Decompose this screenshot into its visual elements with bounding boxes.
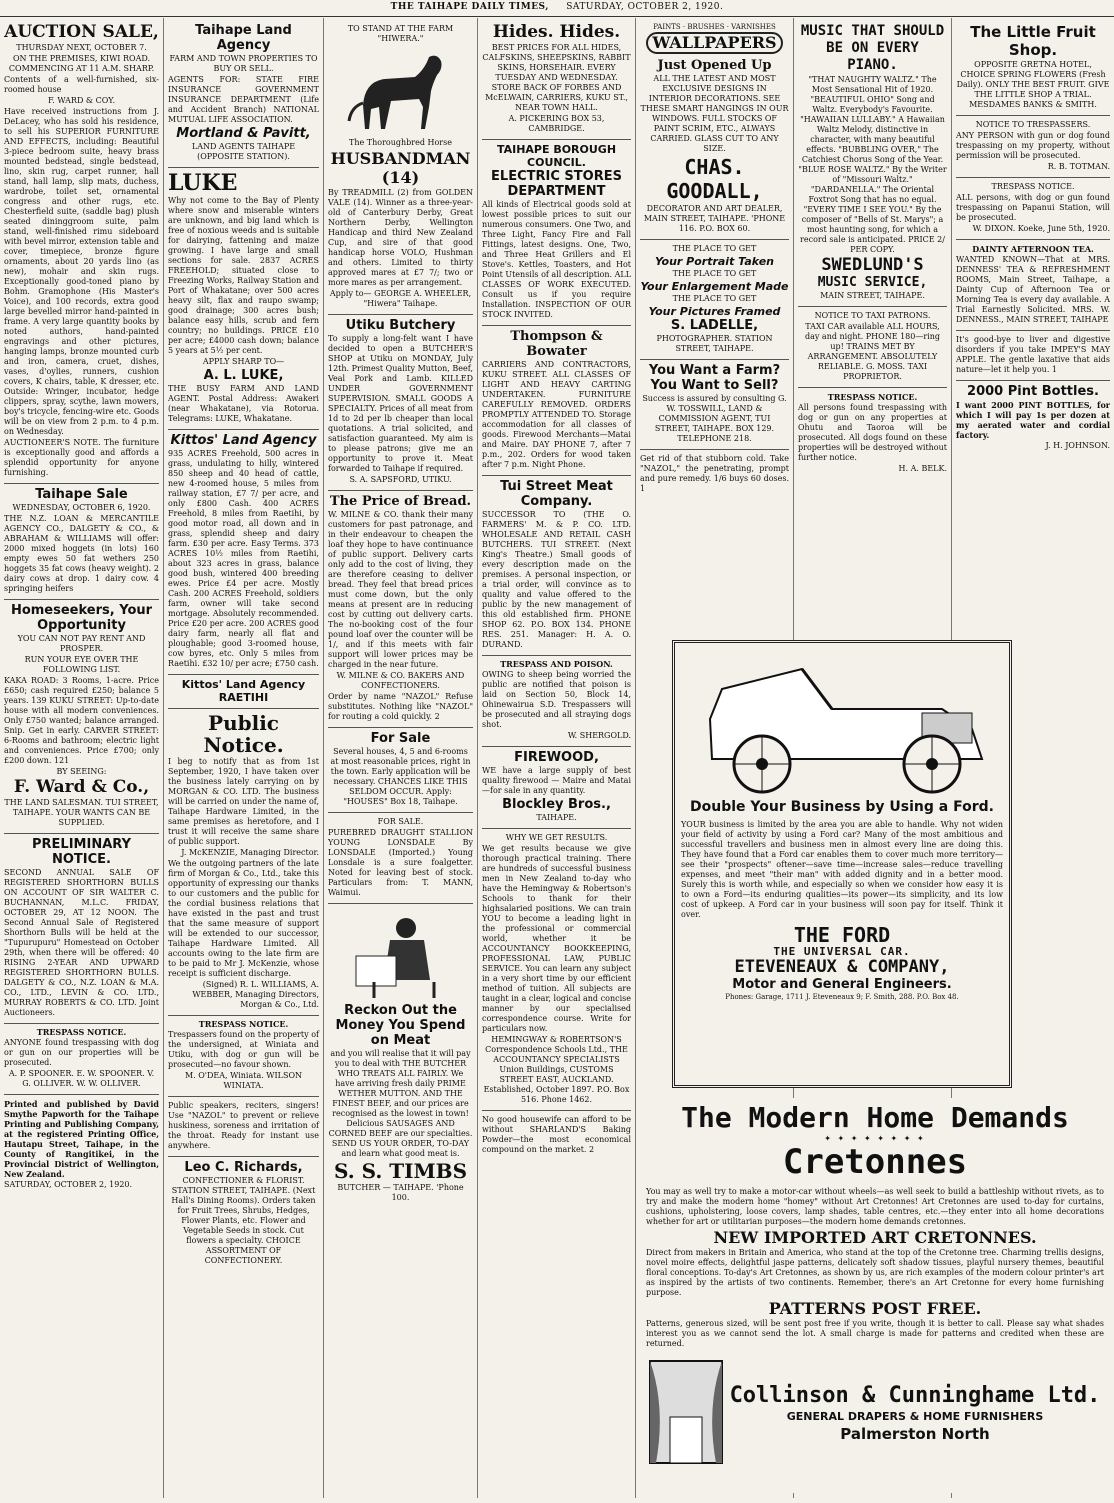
prelim-text: SECOND ANNUAL SALE OF REGISTERED SHORTHORN BULLS ON ACCOUNT OF SIR WALTER C. BUCHANNAN, M.L.C. FRIDAY, OCTOBER 29, AT 12 NOON. The Second Annual Sale of Registered Shorthorn Bulls will be held at the "Tupurupuru" Homestead on October 29th, when there will be offered: 40 RISING 2-YEAR AND UPWARD REGISTERED SHORTHORN BULLS. DALGETY & CO., N.Z. LOAN & M.A. CO., LTD., LEVIN & CO. LTD., MURRAY ROBERTS & CO. LTD. Joint Auctioneers.	[4, 868, 159, 1017]
sale-list: THE N.Z. LOAN & MERCANTILE AGENCY CO., DALGETY & CO., & ABRAHAM & WILLIAMS will offer: 2000 mixed hoggets (in lots) 160 empty ewes 50 fat wethers 250 hoggets 35 fat cows (heavy weight). 2 dairy cows at drop. 1 dairy cow. 4 springing heifers	[4, 514, 159, 593]
public-text-2: We the outgoing partners of the late firm of Morgan & Co., Ltd., take this opportunity of expressing our thanks to our customers and the public for the cordial business relations that have existed in the past and trust that the same measure of support will be extended to our successor, Taihape Hardware Limited. All accounts owing to the late firm are to be paid to Mr J. McKenzie, whose receipt is sufficient discharge.	[168, 859, 319, 978]
tosswill-text: Success is assured by consulting G. W. TOSSWILL, LAND & COMMISSION AGENT, TUI STREET, TAIHAPE. BOX 129. TELEPHONE 218.	[642, 394, 787, 443]
tla-agents: AGENTS FOR: STATE FIRE INSURANCE GOVERNMENT INSURANCE DEPARTMENT (Life and Accident Branch) NATIONAL MUTUAL LIFE ASSOCIATION.	[168, 75, 319, 124]
imprint-date: SATURDAY, OCTOBER 2, 1920.	[4, 1180, 133, 1189]
horse-illustration	[341, 47, 461, 135]
cretonnes-patterns: PATTERNS POST FREE.	[768, 1299, 982, 1318]
electric-title: ELECTRIC STORES DEPARTMENT	[491, 169, 622, 199]
sale-date: WEDNESDAY, OCTOBER 6, 1920.	[12, 503, 151, 512]
ornament-rule: ✦ ✦ ✦ ✦ ✦ ✦ ✦ ✦	[824, 1134, 926, 1143]
bread-ad	[328, 491, 473, 728]
electric-stores-ad	[482, 140, 631, 326]
ladelle-ad	[640, 240, 789, 360]
trespass2-names: M. O'DEA, Winiata. WILSON WINIATA.	[184, 1071, 303, 1090]
utiku-butchery-ad	[328, 315, 473, 491]
stud-horse-ad	[328, 20, 473, 315]
ford-headline: Double Your Business by Using a Ford.	[690, 799, 994, 815]
electric-text: All kinds of Electrical goods sold at lowest possible prices to suit our numerous consumers. One Two, and Three Light, Fancy Fire and Fall Fittings, latest designs. One, Two, and Three Heat Grillers and El Stove's. Kettles, Toasters, and Hot Point Utensils of all description. ALL CLASSES OF WORK EXECUTED. Consult us if you require Installation. INSPECTION OF OUR STOCK INVITED.	[482, 200, 631, 319]
ward-sub: THE LAND SALESMAN. TUI STREET, TAIHAPE. YOUR WANTS CAN BE SUPPLIED.	[4, 798, 159, 827]
ford-car-illustration	[682, 649, 1002, 799]
sell-question: You Want to Sell?	[650, 378, 779, 393]
ford-text: YOUR business is limited by the area you are able to handle. Why not widen your field of activity by using a Ford car? Many of the most ambitious and successful travellers and business men in almost every line are doing this. They have found that a Ford car enables them to cover much more territory—see their "prospects" oftener—save time—increase sales—reduce travelling expenses, and meet "their man" with added dignity and in a better mood. Surely this is worth while, and especially so when we consider how easy it is to own a Ford—its enduring qualities—its power—its simplicity, and its low cost of upkeep. A Ford car in your business will soon pay for itself. Think it over.	[681, 820, 1003, 919]
trespass5-text: ALL persons, with dog or gun found trespassing on Papanui Station, will be prosecuted.	[956, 193, 1110, 222]
cretonnes-ad	[640, 1098, 1110, 1493]
utiku-title: Utiku Butchery	[345, 318, 456, 333]
sharland-text: No good housewife can afford to be without SHARLAND'S Baking Powder—the most economical compound on the market. 2	[482, 1115, 631, 1154]
column-2	[164, 18, 324, 1498]
auction-ad	[4, 20, 159, 484]
swedlund-title-2: MUSIC SERVICE,	[817, 275, 928, 290]
luke-apply: APPLY SHARP TO—	[202, 357, 285, 366]
tea-text: WANTED KNOWN—That at MRS. DENNESS' TEA & REFRESHMENT ROOMS, Main Street, Taihape, a Dainty Cup of Afternoon Tea or Morning Tea is every day available. A Trial Earnestly Solicited. MRS. W. DENNESS., MAIN STREET, TAIHAPE	[956, 255, 1110, 324]
bread-sign: W. MILNE & CO. BAKERS AND CONFECTIONERS.	[336, 671, 465, 690]
pint-title: 2000 Pint Bottles.	[967, 384, 1099, 399]
tui-text: SUCCESSOR TO (THE O. FARMERS' M. & P. CO. LTD. WHOLESALE AND RETAIL CASH BUTCHERS. TUI STREET. (Next King's Theatre.) Small goods of every description made on the premises. A personal inspection, or a trial order, will convince as to quality and value offered to the public by the new management of this old established firm. PHONE SHOP 62. P.O. BOX 134. PHONE RES. 251. Manager: H. A. O. DURAND.	[482, 510, 631, 649]
hemingway-ad	[482, 829, 631, 1111]
ford-phones: Phones: Garage, 1711 J. Eteveneaux 9; F. Smith, 288. P.O. Box 48.	[725, 993, 959, 1001]
public-sign: J. McKENZIE, Managing Director.	[181, 848, 319, 857]
fruit-shop-ad	[956, 20, 1110, 116]
leo-title: Leo C. Richards,	[184, 1160, 303, 1175]
pint-bottles-ad	[956, 381, 1110, 456]
homeseekers-sub: YOU CAN NOT PAY RENT AND PROSPER.	[17, 634, 146, 653]
ford-dealer: ETEVENEAUX & COMPANY,	[734, 957, 950, 977]
ward-title: F. Ward & Co.,	[13, 777, 150, 797]
trespass-notice-1	[4, 1024, 159, 1095]
cretonnes-head-1: The Modern Home Demands	[681, 1101, 1069, 1134]
nazol-text: Public speakers, reciters, singers! Use "NAZOL" to prevent or relieve huskiness, soreness and irritation of the throat. Ready for instant use anywhere.	[168, 1101, 319, 1150]
luke-ad	[168, 168, 319, 430]
taxi-ad	[798, 307, 947, 388]
cretonnes-head-2: Cretonnes	[782, 1142, 968, 1182]
blockley-sub: TAIHAPE.	[536, 813, 577, 822]
homeseekers-by: BY SEEING:	[56, 767, 107, 776]
ford-dealer-sub: Motor and General Engineers.	[732, 977, 952, 992]
column-3	[324, 18, 478, 1498]
trespass1-title: TRESPASS NOTICE.	[36, 1027, 127, 1037]
tea-title: DAINTY AFTERNOON TEA.	[972, 244, 1094, 254]
paper-name: THE TAIHAPE DAILY TIMES,	[390, 2, 549, 12]
public-notice	[168, 709, 319, 1016]
forsale2-title: FOR SALE.	[377, 817, 424, 826]
hides-sign: A. PICKERING BOX 53, CAMBRIDGE.	[508, 114, 605, 133]
firewood-title: FIREWOOD,	[514, 750, 599, 765]
homeseekers-list: KAKA ROAD: 3 Rooms, 1-acre. Price £650; cash required £250; balance 5 years. 139 KUKU STREET: Up-to-date house with all modern conveniences. Only £750 wanted; balance arranged. Snip. Get in early. CARVER STREET: 6-Rooms and bathroom; electric light and conveniences. Price £700; only £200 down. 121	[4, 676, 159, 765]
firewood-text: WE have a large supply of best quality firewood — Maire and Matai—for sale in any quantity.	[482, 766, 631, 795]
trespass-notice-4	[956, 116, 1110, 178]
wall-title: WALLPAPERS	[646, 32, 783, 54]
column-1	[0, 18, 164, 1498]
horse-head: TO STAND AT THE FARM "HIWERA."	[347, 24, 454, 43]
auction-list: Have received instructions from J. DeLacey, who has sold his residence, to sell his SUPERIOR FURNITURE AND EFFECTS, including: Beautiful 3-piece bedroom suite, heavy brass mounted bedstead, single bedstead, lino, skin rug, carpet runner, hall stand, hall lamp, slip mats, duchess, wardrobe, toilet set, ornamental congress and other rugs, etc. Chesterfield suite, (saddle bag) plush seated dininggroom suite, palm stand, well-finished rimu sideboard with bevel mirror, extension table and cover, timepiece, bronze figure ornaments, about 20 yards lino (as new), mohair and skin rugs. Exceptionally good-toned piano by Bohm. Gramophone (His Master's Voice), and 100 records, extra good large bevelled mirror hand-painted in frame. A very large quantity books by noted authors, hand-painted engravings and other pictures, hanging lamps, bronze mounted curb and iron, camera, cruet, dishes, vases, d'oylies, runners, cushion covers, K chairs, table, K dresser, etc. Outside: Wringer, incubator, hedge clippers, spray, scythe, lawn mowers, boy's tricycle, fencing-wire etc. Goods will be on view from 2 p.m. to 4 p.m. on Wednesday.	[4, 107, 159, 436]
stallion-text: PUREBRED DRAUGHT STALLION YOUNG LONSDALE By LONSDALE (Imported.) Young Lonsdale is a sure foalgetter. Noted for leaving best of stock. Particulars from: T. MANN, Waimui.	[328, 828, 473, 897]
trespass3-sign: H. A. BELK.	[898, 464, 947, 473]
preliminary-notice	[4, 834, 159, 1024]
mortland-sub: LAND AGENTS TAIHAPE (OPPOSITE STATION).	[191, 142, 296, 161]
poison-sign: W. SHERGOLD.	[567, 731, 631, 740]
homeseekers-run: RUN YOUR EYE OVER THE FOLLOWING LIST.	[24, 655, 139, 674]
music-title: MUSIC THAT SHOULD BE ON EVERY PIANO.	[800, 23, 945, 73]
tui-title: Tui Street Meat Company.	[500, 479, 613, 509]
cretonnes-text-3: Patterns, generous sized, will be sent post free if you write, though it is better to call. Please say what shades interest you as we cannot send the lot. A small charge is made for patterns and credited when these are returned.	[646, 1319, 1104, 1348]
firm-name: Collinson & Cunninghame Ltd.	[729, 1383, 1101, 1408]
kittos-title: Kittos' Land Agency	[170, 433, 317, 448]
trespass-notice-5	[956, 178, 1110, 240]
taihape-sale-ad	[4, 484, 159, 600]
ladelle-sub: PHOTOGRAPHER. STATION STREET, TAIHAPE.	[656, 334, 773, 353]
place-3: THE PLACE TO GET	[672, 294, 757, 303]
trespass2-title: TRESPASS NOTICE.	[198, 1019, 289, 1029]
farm-question: You Want a Farm?	[648, 363, 781, 378]
horse-text: By TREADMILL (2) from GOLDEN VALE (14). Winner as a three-year-old of Canterbury Derby, Great Northern Derby, Wellington Handicap and third New Zealand Cup, and sire of that good handicap horse VOLO, Hushman and others. Limited to thirty approved mares at £7 7/; two or more mares as per arrangement.	[328, 188, 473, 287]
kittos2-title: Kittos' Land Agency RAETIHI	[181, 678, 306, 704]
kittos-ad-2	[168, 675, 319, 709]
horse-name: HUSBANDMAN (14)	[330, 149, 471, 187]
auction-note: AUCTIONEER'S NOTE. The furniture is exceptionally good and affords a splendid opportunity for anyone furnishing.	[4, 438, 159, 477]
hides-title: Hides. Hides.	[492, 22, 621, 42]
kittos-ad	[168, 430, 319, 675]
luke-title: LUKE	[168, 170, 238, 196]
ford-brand-sub: THE UNIVERSAL CAR.	[773, 945, 911, 958]
swedlund-title: SWEDLUND'S	[821, 255, 924, 275]
firm-sub: GENERAL DRAPERS & HOME FURNISHERS	[786, 1410, 1044, 1423]
cough-text: Get rid of that stubborn cold. Take "NAZOL," the penetrating, prompt and pure remedy. 1/6 buys 60 doses. 1	[640, 454, 789, 493]
music-ad	[798, 20, 947, 307]
fruit-title: The Little Fruit Shop.	[970, 23, 1096, 59]
leo-text: CONFECTIONER & FLORIST. STATION STREET, TAIHAPE. (Next Hall's Dining Rooms). Orders taken for Fruit Trees, Shrubs, Hedges, Flower Plants, etc. Flower and Vegetable Seeds in stock. Cut flowers a specialty. CHOICE ASSORTMENT OF CONFECTIONERY.	[171, 1176, 316, 1265]
auction-auctioneer: F. WARD & COY.	[47, 96, 116, 105]
pint-text: I want 2000 PINT BOTTLES, for which I will pay 1s per dozen at my aerated water and cordial factory.	[956, 400, 1110, 440]
forsale-text: Several houses, 4, 5 and 6-rooms at most reasonable prices, right in the town. Early application will be necessary. CHANCES LIKE THIS SELDOM OCCUR. Apply: "HOUSES" Box 18, Taihape.	[330, 747, 471, 806]
cough-ad	[640, 450, 789, 499]
utiku-text: To supply a long-felt want I have decided to open a BUTCHER'S SHOP at Utiku on MONDAY, July 12th. Primest Quality Mutton, Beef, Veal Pork and Lamb. KILLED UNDER GOVERNMENT SUPERVISION. SMALL GOODS A SPECIALTY. Prices of all meat from 1d to 2d per lb cheaper than local quotations. A trial solicited, and satisfaction guaranteed. My aim is to please patrons; give me an opportunity to prove it. Meat forwarded to Taihape if required.	[328, 334, 473, 473]
opened-text: ALL THE LATEST AND MOST EXCLUSIVE DESIGNS IN INTERIOR DECORATIONS. SEE THESE SMART HANGINGS IN OUR WINDOWS. FULL STOCKS OF PAINT SCRIM, ETC., ALWAYS CARRIED. GLASS CUT TO ANY SIZE.	[640, 74, 789, 153]
bread-title: The Price of Bread.	[329, 494, 472, 509]
trespass3-title: TRESPASS NOTICE.	[827, 392, 918, 402]
hides-ad	[482, 20, 631, 140]
opened-title: Just Opened Up	[657, 58, 772, 73]
ford-brand: THE FORD	[793, 923, 891, 947]
fruit-text: OPPOSITE GRETNA HOTEL, CHOICE SPRING FLOWERS (Fresh Daily). ONLY THE BEST FRUIT. GIVE THE LITTLE SHOP A TRIAL. MESDAMES BANKS & SMITH.	[956, 60, 1110, 109]
trespass5-title: TRESPASS NOTICE.	[991, 182, 1075, 191]
auction-date: THURSDAY NEXT, OCTOBER 7.	[16, 43, 147, 52]
cretonnes-firm	[726, 1382, 1104, 1442]
leo-richards-ad	[168, 1157, 319, 1271]
poison-text: OWING to sheep being worried the public are notified that poison is laid on Section 50, Block 14, Ohinewairua S.D. Trespassers will be prosecuted and all straying dogs shot.	[482, 670, 631, 729]
taxi-title: NOTICE TO TAXI PATRONS.	[814, 311, 931, 320]
public-sign-2: (Signed) R. L. WILLIAMS, A. WEBBER, Managing Directors, Morgan & Co., Ltd.	[192, 980, 319, 1009]
trespass3-text: All persons found trespassing with dog or gun on any properties at Ohutu and Taoroa will be prosecuted. All dogs found on these properties will be destroyed without further notice.	[798, 403, 947, 462]
trespass4-sign: R. B. TOTMAN.	[1047, 162, 1110, 171]
blockley-title: Blockley Bros.,	[502, 797, 611, 812]
kittos-text: 935 ACRES Freehold, 500 acres in grass, undulating to hilly, wintered 850 sheep and 40 head of cattle, new 4-roomed house, 5 miles from railway station, £7 7/ per acre, and only £800 Cash. 400 ACRES Freehold, 8 miles from Raetihi, by good motor road, all down and in grass, splendid sheep and dairy farm. £30 per acre. Easy Terms. 373 ACRES 10½ miles from Raetihi, about 323 acres in grass, balance good bush, wintered 400 breeding ewes. Price £4 per acre. Mostly Cash. 200 ACRES Freehold, soldiers farm, owner will take second mortgage. Absolutely recommended. Price £20 per acre. 200 ACRES good dairy farm, nearly all flat and ploughable; good 3-roomed house, cow byres, etc. Only 5 miles from Raetihi. £32 10/ per acre; £750 cash.	[168, 449, 319, 668]
results-text: We get results because we give thorough practical training. There are hundreds of successful business men in New Zealand to-day who have the Hemingway & Robertson's Schools to thank for their highsalaried positions. We can train YOU to become a leading light in the professional or commercial world, whether it be ACCOUNTANCY BOOKKEEPING, PROFESSIONAL LAW, PUBLIC SERVICE. You can learn any subject in a very short time by our efficient method of tuition. All subjects are taught in a clear, logical and concise manner by our specialised correspondence course. Write for particulars now.	[482, 844, 631, 1033]
trespass-notice-2	[168, 1016, 319, 1097]
butcher-illustration	[346, 910, 456, 1000]
firewood-ad	[482, 747, 631, 829]
reckon-text: and you will realise that it will pay you to deal with THE BUTCHER WHO TREATS ALL FAIRLY. We have arriving fresh daily PRIME WETHER MUTTON. AND THE FINEST BEEF, and our prices are recognised as the lowest in town! Delicious SAUSAGES AND CORNED BEEF are our specialties. SEND US YOUR ORDER, TO-DAY and learn what good meat is.	[328, 1049, 473, 1158]
nazol-ad	[168, 1097, 319, 1157]
trespass-poison-ad	[482, 656, 631, 747]
tla-sub: FARM AND TOWN PROPERTIES TO BUY OR SELL.	[169, 54, 318, 73]
trespass4-title: NOTICE TO TRESPASSERS.	[975, 120, 1091, 129]
timbs-sub: BUTCHER — TAIHAPE. 'Phone 100.	[337, 1183, 464, 1202]
place-2: THE PLACE TO GET	[672, 269, 757, 278]
timbs-title: S. S. TIMBS	[333, 1159, 468, 1183]
council-title: TAIHAPE BOROUGH COUNCIL.	[496, 143, 617, 169]
impey-ad	[956, 331, 1110, 381]
masthead	[0, 0, 1114, 17]
stallion-ad	[328, 813, 473, 904]
ladelle-title: S. LADELLE,	[670, 318, 759, 333]
imprint	[4, 1095, 159, 1190]
music-text: "THAT NAUGHTY WALTZ." The Most Sensational Hit of 1920. "BEAUTIFUL OHIO" Song and Waltz. Everybody's Favourite. "HAWAIIAN LULLABY." A Hawaiian Waltz Melody, distinctive in character, with many beautiful effects. "BUBBLING OVER," The Catchiest Chorus Song of the Year. "BLUE ROSE WALTZ." By the Writer of "Missouri Waltz." "DARDANELLA." The Oriental Foxtrot Song that has no equal. "EVERY TIME I SEE YOU." By the composer of "Bells of St. Marys"; a most haunting song, for which a record sale is anticipated. PRICE 2/ PER COPY.	[798, 75, 947, 254]
thompson-text: CARRIERS AND CONTRACTORS, KUKU STREET. ALL CLASSES OF LIGHT AND HEAVY CARTING UNDERTAKEN. FURNITURE CAREFULLY REMOVED. ORDERS PROMPTLY ATTENDED TO. Storage accommodation for all classes of goods. Firewood Merchants—Matai and Maire. DAY PHONE 7, after 7 p.m., 202. Orders for wood taken after 7 p.m. Night Phone.	[482, 360, 631, 469]
forsale-title: For Sale	[370, 731, 431, 746]
timbs-ad	[328, 904, 473, 1208]
goodall-sub: DECORATOR AND ART DEALER, MAIN STREET, TAIHAPE. 'PHONE 116. P.O. BOX 60.	[643, 204, 786, 233]
horse-apply: Apply to— GEORGE A. WHEELER, "Hiwera" Taihape.	[329, 289, 472, 308]
taxi-text: TAXI CAR available ALL HOURS, day and night. PHONE 180—ring up! TRAINS MET BY ARRANGEMENT. ABSOLUTELY RELIABLE. G. MOSS. TAXI PROPRIETOR.	[804, 322, 941, 381]
trespass2-text: Trespassers found on the property of the undersigned, at Winiata and Utiku, with dog or gun will be prosecuted—no favour shown.	[168, 1030, 319, 1069]
ford-ad	[672, 640, 1012, 1088]
cretonnes-text-1: You may as well try to make a motor-car without wheels—as well seek to build a battleship without rivets, as to try and make the modern home "homey" without Art Cretonnes! Art Cretonnes are used to-day for curtains, cushions, upholstering, loose covers, lamp shades, table centres, etc.—they enter into all home decorations whether for art or utilitarian purposes—the modern home demands cretonnes.	[646, 1187, 1104, 1226]
bread-text: W. MILNE & CO. thank their many customers for past patronage, and in their endeavour to cheapen the loaf they hope to have continuance of public support. Delivery carts only add to the cost of living, they are therefore ceasing to deliver bread. They feel that bread prices must come down, but the only means at present are in reducing cost by cutting out delivery carts. The no-booking cost of the four pound loaf over the counter will be 1/, and if this meets with fair support will lower prices may be charged in the near future.	[328, 510, 473, 669]
homeseekers-ad	[4, 600, 159, 834]
thompson-bowater-ad	[482, 326, 631, 476]
mortland-title: Mortland & Pavitt,	[176, 126, 311, 141]
auction-title: AUCTION SALE,	[4, 22, 159, 42]
pint-sign: J. H. JOHNSON.	[1045, 441, 1110, 450]
results-sign: HEMINGWAY & ROBERTSON'S Correspondence Schools Ltd., THE ACCOUNTANCY SPECIALISTS Union Buildings, CUSTOMS STREET EAST, AUCKLAND. Established, October 1897. P.O. Box 516. Phone 1462.	[483, 1035, 630, 1104]
thompson-title: Thompson & Bowater	[510, 329, 603, 359]
results-title: WHY WE GET RESULTS.	[505, 833, 608, 842]
luke-name: A. L. LUKE,	[203, 368, 284, 383]
public-title: Public Notice.	[203, 711, 284, 757]
imprint-text: Printed and published by David Smythe Papworth for the Taihape Printing and Publishing Company, at the registered Printing Office, Hautapu Street, Taihape, in the County of Rangitikei, in the Provincial District of Wellington, New Zealand.	[4, 1099, 159, 1179]
trespass1-names: A. P. SPOONER. E. W. SPOONER. V. G. OLLIVER. W. W. OLLIVER.	[8, 1069, 155, 1088]
enlarge-line: Your Enlargement Made	[640, 280, 789, 293]
sharland-ad	[482, 1111, 631, 1160]
trespass-notice-3	[798, 388, 947, 479]
auction-location: ON THE PREMISES, KIWI ROAD. COMMENCING AT 11 A.M. SHARP.	[8, 54, 155, 73]
wall-side: PAINTS · BRUSHES · VARNISHES	[653, 23, 776, 31]
luke-sub: THE BUSY FARM AND LAND AGENT. Postal Address: Awakeri (near Whakatane), via Rotorua. Telegrams: LUKE, Whakatane.	[168, 384, 319, 423]
goodall-title: CHAS. GOODALL,	[666, 155, 763, 203]
public-text: I beg to notify that as from 1st September, 1920, I have taken over the business lately carrying on by MORGAN & CO. LTD. The business will be carried on under the name of, Taihape Hardware Limited, in the same premises as heretofore, and I trust it will receive the same share of public support.	[168, 757, 319, 846]
tui-meat-ad	[482, 476, 631, 656]
firm-town: Palmerston North	[840, 1425, 990, 1443]
portrait-line: Your Portrait Taken	[654, 255, 775, 268]
place-1: THE PLACE TO GET	[672, 244, 757, 253]
taihape-land-agency-ad	[168, 20, 319, 168]
prelim-title: PRELIMINARY NOTICE.	[32, 837, 131, 867]
bread-nazol: Order by name "NAZOL" Refuse substitutes. Nothing like "NAZOL" for routing a cold quickly. 2	[328, 692, 473, 721]
hides-text: BEST PRICES FOR ALL HIDES, CALFSKINS, SHEEPSKINS, RABBIT SKINS, HORSEHAIR. EVERY TUESDAY AND WEDNESDAY. STORE BACK OF FORBES AND McELWAIN, CARRIERS, KUKU ST., NEAR TOWN HALL.	[482, 43, 631, 112]
auction-contents: Contents of a well-furnished, six-roomed house	[4, 75, 159, 94]
framed-line: Your Pictures Framed	[648, 305, 781, 318]
cretonnes-text-2: Direct from makers in Britain and America, who stand at the top of the Cretonne tree. Charming trellis designs, novel moire effects, delightful jaspe patterns, delicately soft shadow tissues, playful nursery themes, beautiful floral conceptions. To-day's Art Cretonnes, as shown by us, are rich examples of the modern colour printer's art as inspired by the artists of two continents. Remember, there's an Art Cretonne for every home furnishing purpose.	[646, 1248, 1104, 1297]
cretonnes-sub: NEW IMPORTED ART CRETONNES.	[713, 1228, 1037, 1247]
wallpapers-ad	[640, 20, 789, 240]
tla-title: Taihape Land Agency	[195, 23, 292, 53]
tosswill-ad	[640, 360, 789, 450]
swedlund-sub: MAIN STREET, TAIHAPE.	[820, 291, 925, 300]
issue-date: SATURDAY, OCTOBER 2, 1920.	[566, 2, 724, 12]
homeseekers-title: Homeseekers, Your Opportunity	[10, 603, 153, 633]
impey-text: It's good-bye to liver and digestive disorders if you take IMPEY'S MAY APPLE. The gentle laxative that aids nature—let it help you. 1	[956, 335, 1110, 374]
luke-text: Why not come to the Bay of Plenty where snow and miserable winters are unknown, and big land which is free of noxious weeds and is suitable for dairying, fattening and maize growing. I have large and small sections for sale. 2837 ACRES FREEHOLD; situated close to Freezing Works, Railway Station and Port of Whakatane; over 500 acres heavy silt, flax and raupo swamp; good drainage; 300 acres bush; balance easy hills, scrub and fern country; no buildings. PRICE £10 per acre; £4000 cash down; balance 5 years at 5½ per cent.	[168, 196, 319, 355]
for-sale-ad	[328, 728, 473, 813]
window-curtain-illustration	[646, 1357, 726, 1467]
utiku-sign: S. A. SAPSFORD, UTIKU.	[349, 475, 452, 484]
afternoon-tea-ad	[956, 240, 1110, 331]
sale-title: Taihape Sale	[35, 487, 128, 502]
reckon-title: Reckon Out the Money You Spend on Meat	[335, 1003, 466, 1048]
column-4	[478, 18, 636, 1498]
trespass5-sign: W. DIXON. Koeke, June 5th, 1920.	[972, 224, 1110, 233]
trespass1-text: ANYONE found trespassing with dog or gun on our properties will be prosecuted.	[4, 1038, 159, 1067]
horse-caption: The Thoroughbred Horse	[349, 138, 452, 147]
trespass4-text: ANY PERSON with gun or dog found trespassing on my property, without permission will be prosecuted.	[956, 131, 1110, 160]
cretonnes-footer	[646, 1357, 1104, 1467]
poison-title: TRESPASS AND POISON.	[500, 659, 613, 669]
